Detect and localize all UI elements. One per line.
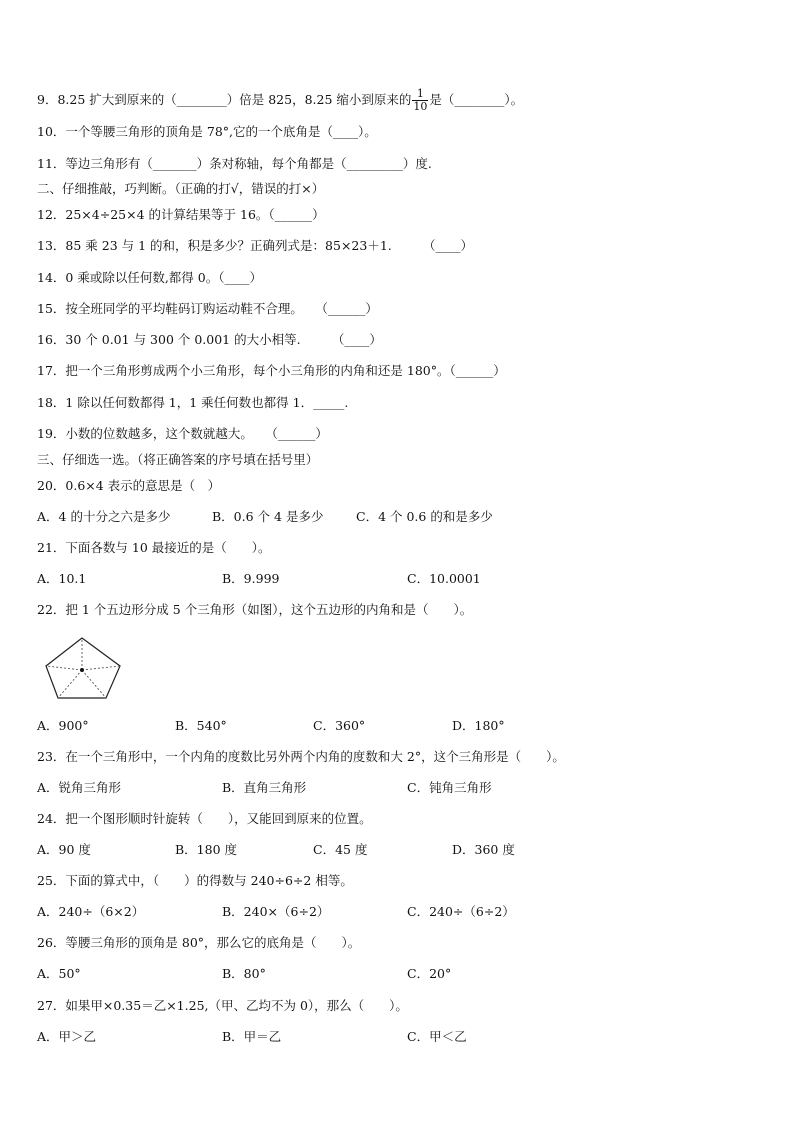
question-26-option-b: B．80° xyxy=(222,966,266,981)
question-16: 16．30 个 0.01 与 300 个 0.001 的大小相等. （____） xyxy=(37,332,382,347)
question-26-option-c: C．20° xyxy=(407,966,452,981)
question-22-option-b: B．540° xyxy=(175,718,227,733)
question-23-option-a: A．锐角三角形 xyxy=(37,780,122,795)
fraction-one-tenth: $\frac{1}{10}$ xyxy=(413,87,428,113)
question-25-option-c: C．240÷（6÷2） xyxy=(407,904,515,919)
question-20-option-a: A．4 的十分之六是多少 xyxy=(37,509,171,524)
question-13: 13．85 乘 23 与 1 的和，积是多少？正确列式是：85×23＋1. （____） xyxy=(37,238,473,253)
question-23: 23．在一个三角形中，一个内角的度数比另外两个内角的度数和大 2°，这个三角形是（ ）。 xyxy=(37,749,565,764)
question-14: 14．0 乘或除以任何数,都得 0。（____） xyxy=(37,270,262,285)
question-24-option-d: D．360 度 xyxy=(452,842,515,857)
question-24-option-a: A．90 度 xyxy=(37,842,91,857)
question-27: 27．如果甲×0.35＝乙×1.25,（甲、乙均不为 0），那么（ ）。 xyxy=(37,998,408,1013)
question-22-option-d: D．180° xyxy=(452,718,505,733)
question-23-option-b: B．直角三角形 xyxy=(222,780,307,795)
question-26: 26．等腰三角形的顶角是 80°，那么它的底角是（ ）。 xyxy=(37,935,361,950)
question-18: 18．1 除以任何数都得 1，1 乘任何数也都得 1．_____. xyxy=(37,395,349,410)
question-27-option-c: C．甲＜乙 xyxy=(407,1029,467,1044)
question-27-option-b: B．甲＝乙 xyxy=(222,1029,282,1044)
pentagon-center-point xyxy=(80,668,84,672)
question-12: 12．25×4÷25×4 的计算结果等于 16。（______） xyxy=(37,207,325,222)
question-22-option-a: A．900° xyxy=(37,718,89,733)
question-23-option-c: C．钝角三角形 xyxy=(407,780,492,795)
question-20-option-b: B．0.6 个 4 是多少 xyxy=(212,509,324,524)
question-21-option-b: B．9.999 xyxy=(222,571,280,586)
question-26-option-a: A．50° xyxy=(37,966,81,981)
question-22: 22．把 1 个五边形分成 5 个三角形（如图），这个五边形的内角和是（ ）。 xyxy=(37,602,473,617)
question-20: 20．0.6×4 表示的意思是（ ） xyxy=(37,478,221,493)
question-24-option-b: B．180 度 xyxy=(175,842,238,857)
question-9-tail: 是（________）。 xyxy=(429,92,524,107)
question-17: 17．把一个三角形剪成两个小三角形，每个小三角形的内角和还是 180°。（______） xyxy=(37,363,506,378)
section-3-heading: 三、仔细选一选。（将正确答案的序号填在括号里） xyxy=(37,452,319,467)
question-24-option-c: C．45 度 xyxy=(313,842,368,857)
question-10: 10．一个等腰三角形的顶角是 78°,它的一个底角是（____）。 xyxy=(37,124,377,139)
pentagon-figure xyxy=(44,636,124,700)
pentagon-dashed-lines xyxy=(46,638,120,698)
question-9 xyxy=(37,88,523,113)
question-25-option-b: B．240×（6÷2） xyxy=(222,904,330,919)
question-9-text: 9．8.25 扩大到原来的（________）倍是 825，8.25 缩小到原来的 xyxy=(37,92,412,107)
question-27-option-a: A．甲＞乙 xyxy=(37,1029,97,1044)
question-25: 25．下面的算式中，（ ）的得数与 240÷6÷2 相等。 xyxy=(37,873,353,888)
question-15: 15．按全班同学的平均鞋码订购运动鞋不合理。 （______） xyxy=(37,301,378,316)
question-11: 11．等边三角形有（_______）条对称轴，每个角都是（_________）度. xyxy=(37,156,432,171)
section-2-heading: 二、仔细推敲，巧判断。（正确的打√，错误的打×） xyxy=(37,181,325,196)
question-22-option-c: C．360° xyxy=(313,718,366,733)
pentagon-outline xyxy=(46,638,120,698)
question-19: 19．小数的位数越多，这个数就越大。 （______） xyxy=(37,426,328,441)
question-20-option-c: C．4 个 0.6 的和是多少 xyxy=(356,509,493,524)
question-24: 24．把一个图形顺时针旋转（ ），又能回到原来的位置。 xyxy=(37,811,372,826)
question-21-option-a: A．10.1 xyxy=(37,571,87,586)
question-21: 21．下面各数与 10 最接近的是（ ）。 xyxy=(37,540,271,555)
question-25-option-a: A．240÷（6×2） xyxy=(37,904,145,919)
question-21-option-c: C．10.0001 xyxy=(407,571,481,586)
